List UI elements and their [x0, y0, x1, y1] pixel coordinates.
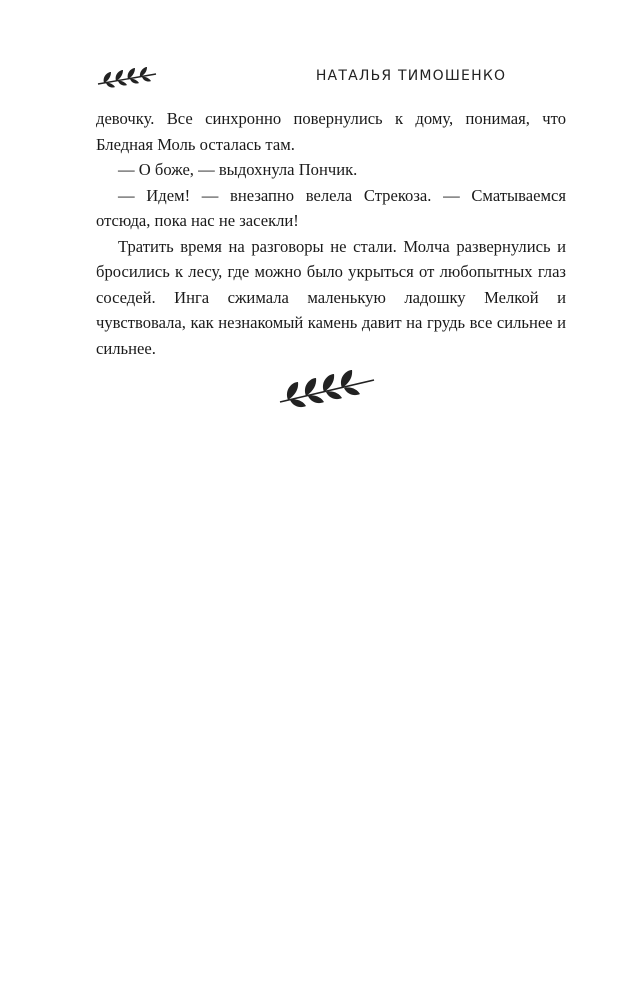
- paragraph-1: девочку. Все синхронно повернулись к дому, понимая, что Бледная Моль осталась там.: [96, 109, 566, 154]
- leaf-branch-icon: [276, 368, 378, 410]
- running-header: [96, 66, 566, 90]
- paragraph-4: Тратить время на разговоры не стали. Молча развернулись и бросились к лесу, где можно было укрыться от любопытных глаз соседей. Инга сжимала маленькую ладошку Мелкой и чувствовала, как незнакомый камень давит на грудь все сильнее и сильнее.: [96, 236, 566, 358]
- leaf-branch-icon: [96, 66, 158, 90]
- paragraph-3: — Идем! — внезапно велела Стрекоза. — Сматываемся отсюда, пока нас не засекли!: [96, 185, 566, 230]
- body-text: [96, 106, 566, 361]
- paragraph-2: — О боже, — выдохнула Пончик.: [118, 160, 358, 179]
- author-name: НАТАЛЬЯ ТИМОШЕНКО: [315, 68, 507, 84]
